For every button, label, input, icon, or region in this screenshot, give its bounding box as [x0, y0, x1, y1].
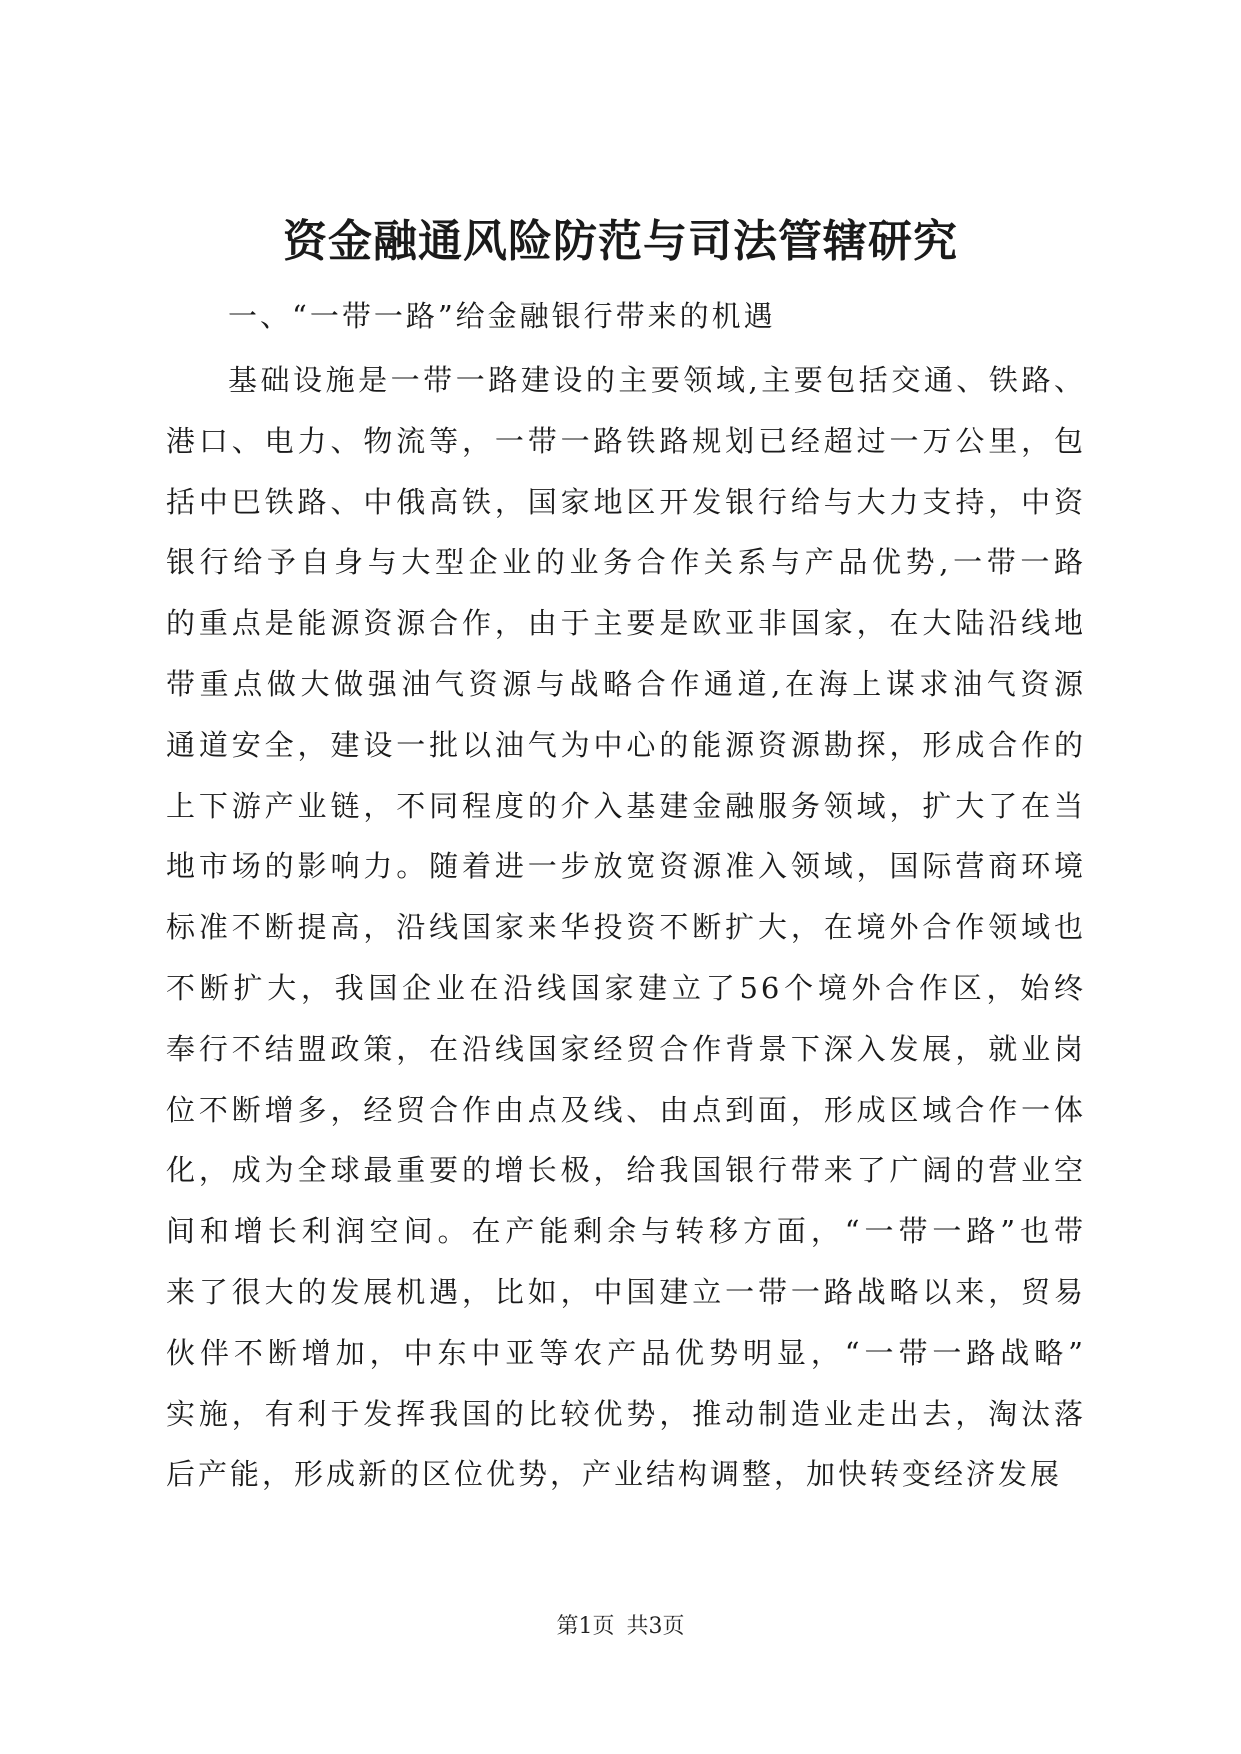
text-line: 上下游产业链，不同程度的介入基建金融服务领域，扩大了在当: [166, 788, 1086, 823]
section-heading: 一、“一带一路”给金融银行带来的机遇: [228, 299, 776, 333]
text-line: 的重点是能源资源合作，由于主要是欧亚非国家，在大陆沿线地: [166, 606, 1086, 641]
text-line: 基础设施是一带一路建设的主要领域,主要包括交通、铁路、: [228, 363, 1086, 397]
text-line: 带重点做大做强油气资源与战略合作通道,在海上谋求油气资源: [166, 666, 1086, 701]
text-line: 伙伴不断增加，中东中亚等农产品优势明显，“一带一路战略”: [166, 1335, 1086, 1370]
text-line: 港口、电力、物流等，一带一路铁路规划已经超过一万公里，包: [166, 423, 1086, 458]
text-line: 实施，有利于发挥我国的比较优势，推动制造业走出去，淘汰落: [166, 1396, 1086, 1431]
text-line: 化，成为全球最重要的增长极，给我国银行带来了广阔的营业空: [166, 1153, 1086, 1188]
document-title: 资金融通风险防范与司法管辖研究: [283, 216, 958, 267]
text-line: 间和增长利润空间。在产能剩余与转移方面，“一带一路”也带: [166, 1214, 1086, 1249]
text-line: 银行给予自身与大型企业的业务合作关系与产品优势,一带一路: [166, 545, 1086, 580]
text-line: 后产能，形成新的区位优势，产业结构调整，加快转变经济发展: [166, 1457, 1063, 1492]
text-line: 来了很大的发展机遇，比如，中国建立一带一路战略以来，贸易: [166, 1274, 1086, 1309]
body-paragraph: [166, 350, 1086, 1505]
text-line: 位不断增多，经贸合作由点及线、由点到面，形成区域合作一体: [166, 1092, 1086, 1127]
text-line: 奉行不结盟政策，在沿线国家经贸合作背景下深入发展，就业岗: [166, 1031, 1086, 1066]
text-line: 括中巴铁路、中俄高铁，国家地区开发银行给与大力支持，中资: [166, 484, 1086, 519]
current-page-number: 第1页: [556, 1614, 615, 1639]
page-footer: [0, 1612, 1241, 1642]
text-line: 不断扩大，我国企业在沿线国家建立了56个境外合作区，始终: [166, 970, 1086, 1005]
total-page-count: 共3页: [626, 1614, 685, 1639]
text-line: 地市场的影响力。随着进一步放宽资源准入领域，国际营商环境: [166, 849, 1086, 884]
text-line: 标准不断提高，沿线国家来华投资不断扩大，在境外合作领域也: [166, 910, 1086, 945]
text-line: 通道安全，建设一批以油气为中心的能源资源勘探，形成合作的: [166, 727, 1086, 762]
